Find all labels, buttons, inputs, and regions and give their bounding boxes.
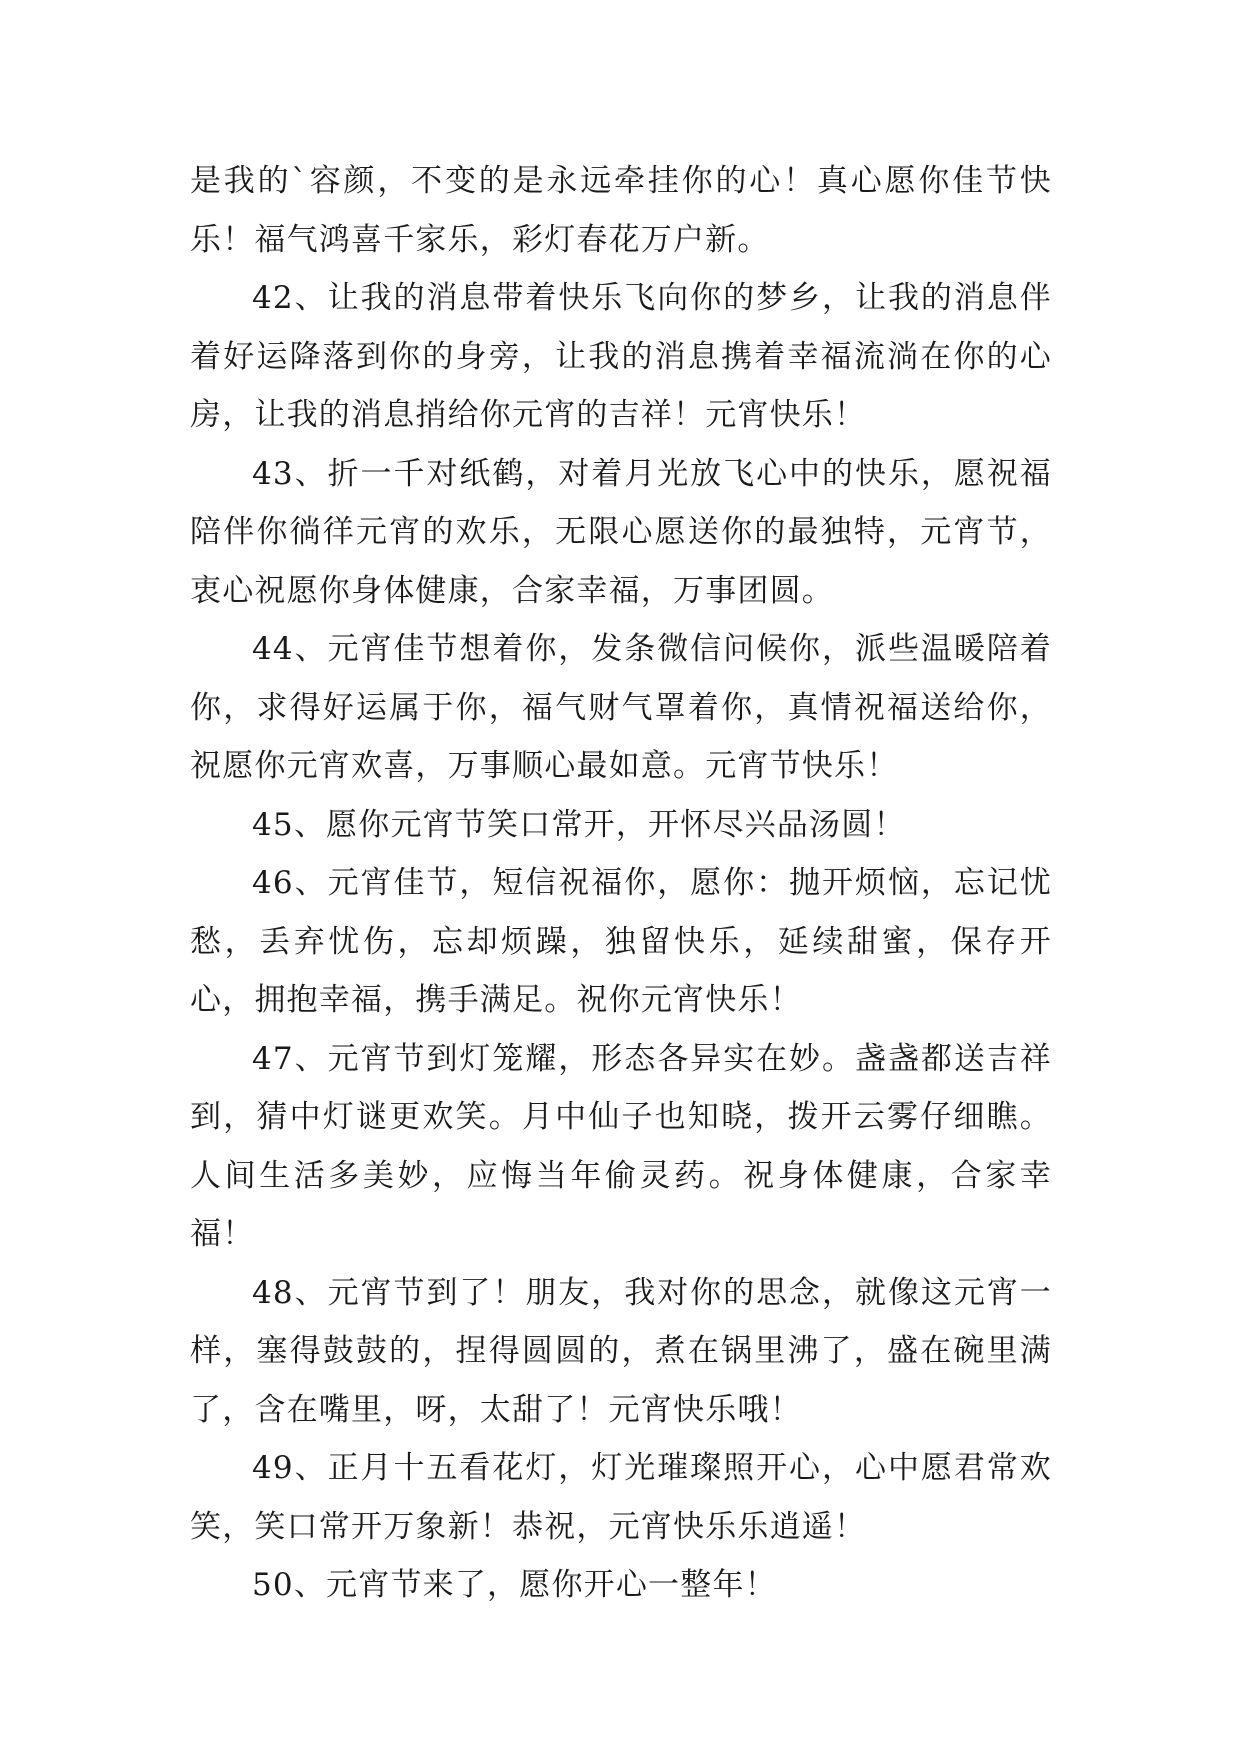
paragraph-45: 45、愿你元宵节笑口常开，开怀尽兴品汤圆！ [252,806,906,843]
paragraph-44: 44、元宵佳节想着你，发条微信问候你，派些温暖陪着你，求得好运属于你，福气财气罩着你，真情祝福送给你，祝愿你元宵欢喜，万事顺心最如意。元宵节快乐！ [190,631,1052,784]
paragraph-42: 42、让我的消息带着快乐飞向你的梦乡，让我的消息伴着好运降落到你的身旁，让我的消息携着幸福流淌在你的心房，让我的消息捎给你元宵的吉祥！元宵快乐！ [190,280,1052,433]
paragraph-43: 43、折一千对纸鹤，对着月光放飞心中的快乐，愿祝福陪伴你徜徉元宵的欢乐，无限心愿送你的最独特，元宵节，衷心祝愿你身体健康，合家幸福，万事团圆。 [190,455,1052,609]
document-body [190,152,1052,1615]
paragraph-49: 49、正月十五看花灯，灯光璀璨照开心，心中愿君常欢笑，笑口常开万象新！恭祝，元宵快乐乐逍遥！ [190,1450,1052,1545]
paragraph-47: 47、元宵节到灯笼耀，形态各异实在妙。盏盏都送吉祥到，猜中灯谜更欢笑。月中仙子也知晓，拨开云雾仔细瞧。人间生活多美妙，应悔当年偷灵药。祝身体健康，合家幸福！ [190,1040,1052,1252]
paragraph-continued: 是我的`容颜，不变的是永远牵挂你的心！真心愿你佳节快乐！福气鸿喜千家乐，彩灯春花万户新。 [190,163,1052,258]
paragraph-50: 50、元宵节来了，愿你开心一整年！ [252,1567,777,1603]
paragraph-48: 48、元宵节到了！朋友，我对你的思念，就像这元宵一样，塞得鼓鼓的，捏得圆圆的，煮在锅里沸了，盛在碗里满了，含在嘴里，呀，太甜了！元宵快乐哦！ [190,1274,1052,1428]
paragraph-46: 46、元宵佳节，短信祝福你，愿你：抛开烦恼，忘记忧愁，丢弃忧伤，忘却烦躁，独留快乐，延续甜蜜，保存开心，拥抱幸福，携手满足。祝你元宵快乐！ [190,865,1052,1018]
